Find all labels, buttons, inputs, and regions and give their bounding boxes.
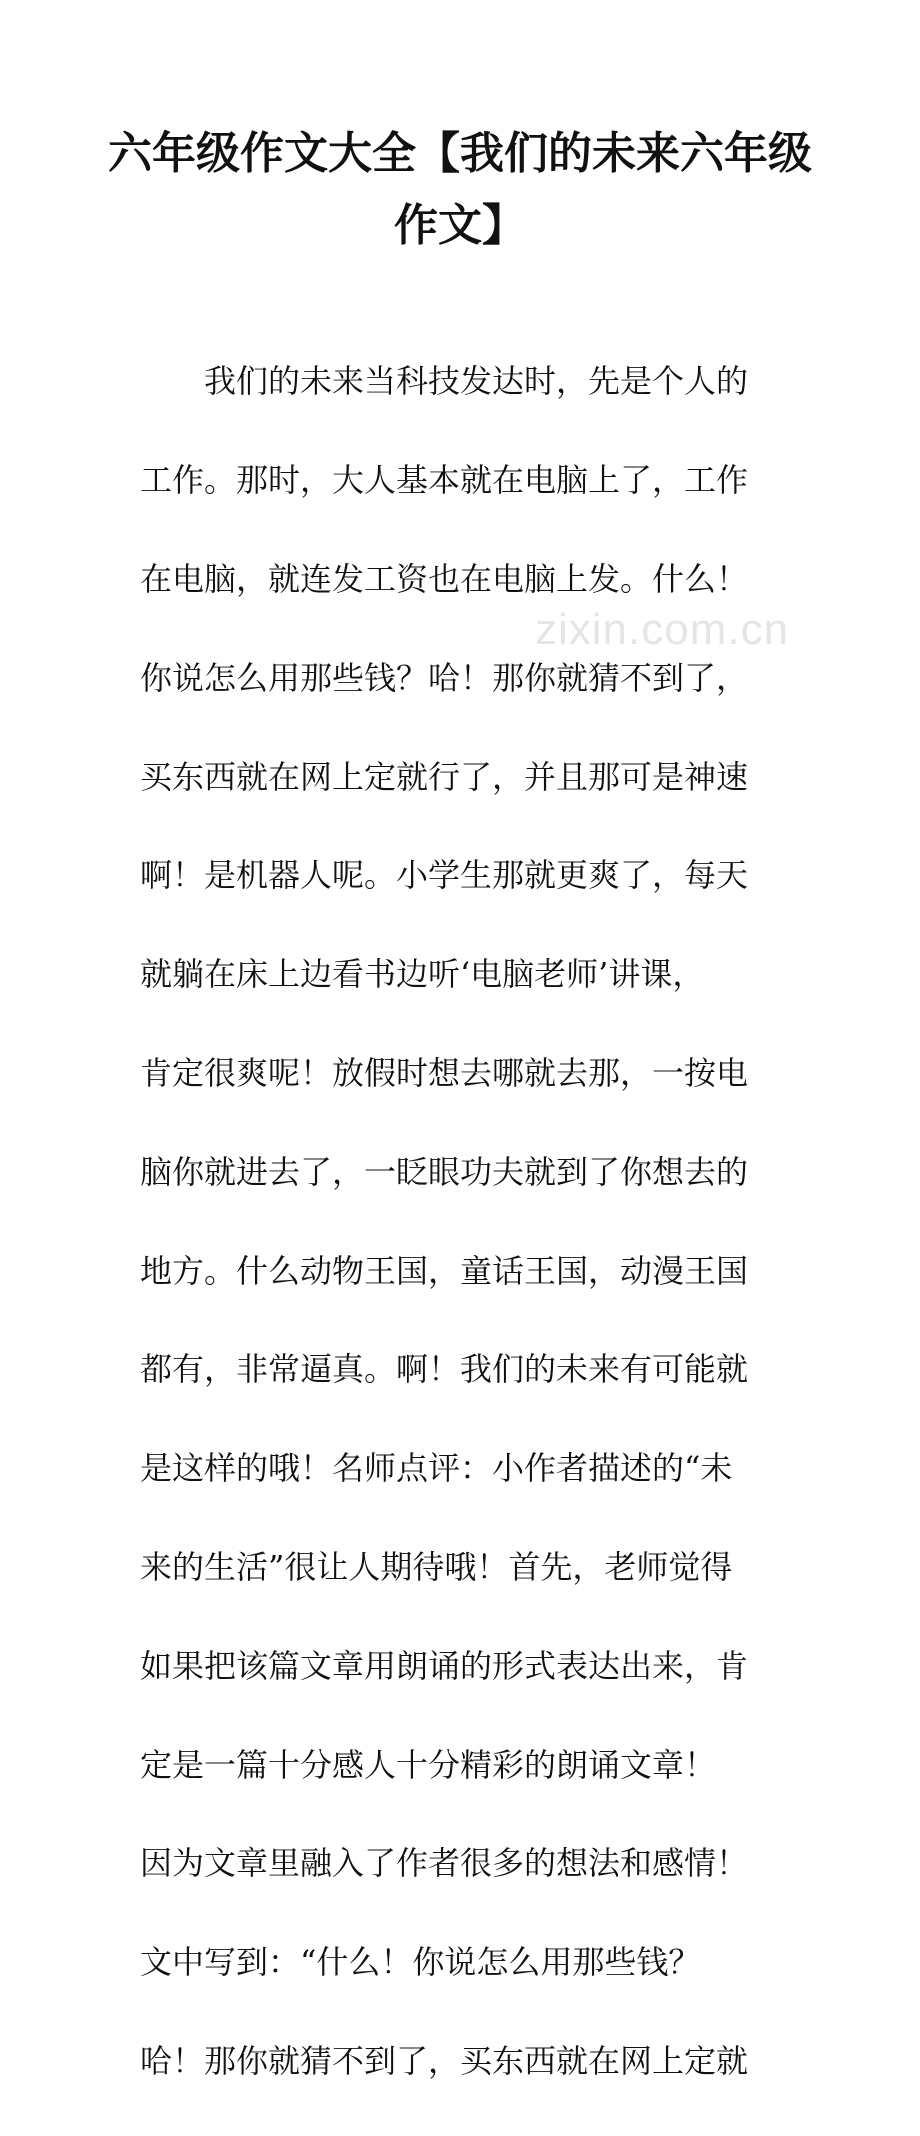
body-line: 是这样的哦！名师点评：小作者描述的“未 — [140, 1449, 733, 1488]
watermark: zixin.com.cn — [535, 605, 790, 654]
body-line: 哈！那你就猜不到了，买东西就在网上定就 — [140, 2041, 749, 2080]
body-line: 都有，非常逼真。啊！我们的未来有可能就 — [140, 1350, 749, 1389]
body-line: 你说怎么用那些钱？哈！那你就猜不到了， — [140, 658, 749, 697]
body-line: 在电脑，就连发工资也在电脑上发。什么！ — [140, 560, 749, 598]
body-line: 工作。那时，大人基本就在电脑上了，工作 — [140, 461, 749, 500]
title-line-1: 六年级作文大全【我们的未来六年级 — [108, 128, 812, 179]
body-line: 因为文章里融入了作者很多的想法和感情！ — [140, 1844, 749, 1883]
body-line: 啊！是机器人呢。小学生那就更爽了，每天 — [140, 856, 749, 895]
title-line-2: 作文】 — [394, 200, 526, 251]
body-line: 定是一篇十分感人十分精彩的朗诵文章！ — [140, 1745, 717, 1784]
body-line: 脑你就进去了，一眨眼功夫就到了你想去的 — [140, 1152, 749, 1191]
body-line: 来的生活”很让人期待哦！首先，老师觉得 — [140, 1547, 733, 1586]
document-body — [140, 308, 800, 2136]
body-line: 买东西就在网上定就行了，并且那可是神速 — [140, 757, 749, 796]
body-line: 地方。什么动物王国，童话王国，动漫王国 — [140, 1251, 749, 1290]
body-line: 肯定很爽呢！放假时想去哪就去那，一按电 — [140, 1053, 749, 1092]
body-line: 如果把该篇文章用朗诵的形式表达出来，肯 — [140, 1646, 749, 1685]
body-line: 文中写到：“什么！你说怎么用那些钱？ — [140, 1943, 701, 1982]
body-line: 我们的未来当科技发达时，先是个人的 — [140, 362, 749, 401]
document-title — [0, 118, 920, 262]
body-line: 就躺在床上边看书边听‘电脑老师’讲课， — [140, 955, 705, 994]
